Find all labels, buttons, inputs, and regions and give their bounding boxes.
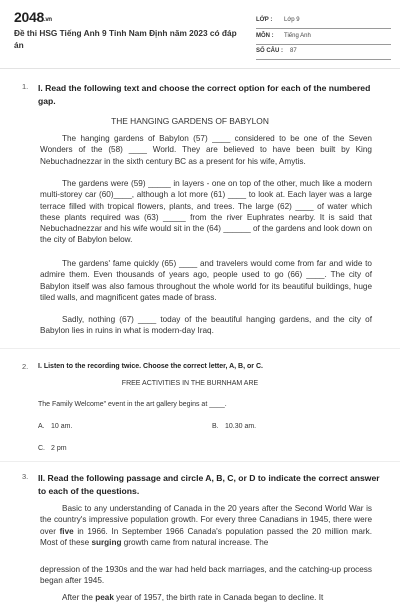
meta-count-value: 87 — [290, 48, 297, 54]
highlighted-word: peak — [95, 593, 114, 602]
document-title: Đề thi HSG Tiếng Anh 9 Tỉnh Nam Định năm 2023 có đáp án — [14, 28, 237, 50]
option-text: 2 pm — [51, 445, 67, 452]
question-instruction: II. Read the following passage and circle A, B, C, or D to indicate the correct answer to each of the questions. — [38, 473, 380, 496]
site-logo[interactable]: 2048.vn — [14, 9, 52, 25]
question-number: 1. — [22, 82, 29, 91]
passage-paragraph: depression of the 1930s and the war had held back marriages, and the catching-up process began after 1945. — [40, 565, 372, 586]
meta-class-value: Lớp 9 — [284, 17, 300, 23]
header-divider — [0, 68, 400, 69]
meta-class-row — [256, 14, 391, 29]
meta-subject-row — [256, 30, 391, 45]
passage-paragraph: Sadly, nothing (67) ____ today of the beautiful hanging gardens, and the city of Babylon lies in ruins in what is modern-day Iraq. — [40, 315, 372, 336]
question-instruction: I. Read the following text and choose the correct option for each of the numbered gap. — [38, 83, 371, 106]
passage-paragraph: The hanging gardens of Babylon (57) ____ considered to be one of the Seven Wonders of the (58) ____ World. They are believed to have been built by King Nebuchadnezzar in the sixth century BC as a present for his wife, Amytis. — [40, 134, 372, 166]
highlighted-word: five — [59, 526, 74, 536]
passage-paragraph: The gardens' fame quickly (65) ____ and travelers would come from far and wide to admire them. Even thousands of years ago, people used to go (66) ____. The city of Babylon itself was also famous throughout the whole world for its beautiful buildings, huge tiled walls, and magnificent gates made of brass. — [40, 259, 372, 302]
option-b[interactable] — [212, 423, 256, 430]
option-a[interactable] — [38, 423, 72, 430]
meta-subject-value: Tiếng Anh — [284, 33, 311, 39]
meta-class-label: LỚP : — [256, 17, 273, 23]
highlighted-word: surging — [91, 537, 122, 547]
option-letter: B. — [212, 423, 219, 430]
passage-paragraph: The gardens were (59) _____ in layers - one on top of the other, much like a modern multi-storey car (60)____, although a lot more (61) ____ to look at. Each layer was a large terrace filled with tropical flowers, plants, and trees. The large (62) ____ of water which these plants required was (63) _____ from the river Euphrates nearby. It is said that Nebuchadnezzar and his wife would sit in the (64) ______ of the gardens and look down on the city of Babylon below. — [40, 179, 372, 245]
meta-count-label: SỐ CÂU : — [256, 48, 283, 54]
option-letter: A. — [38, 423, 45, 430]
option-letter: C. — [38, 445, 45, 452]
question-divider — [0, 348, 400, 349]
passage-title: THE HANGING GARDENS OF BABYLON — [111, 116, 269, 126]
question-number: 2. — [22, 362, 29, 371]
option-text: 10.30 am. — [225, 423, 257, 430]
meta-count-row — [256, 45, 391, 60]
question-number: 3. — [22, 472, 29, 481]
option-text: 10 am. — [51, 423, 73, 430]
document-header — [0, 0, 400, 66]
passage-paragraph: After the peak year of 1957, the birth rate in Canada began to decline. It — [62, 593, 324, 602]
question-stem: The Family Welcome" event in the art gallery begins at ____. — [38, 401, 227, 408]
listening-title: FREE ACTIVITIES IN THE BURNHAM ARE — [121, 380, 259, 387]
option-c[interactable] — [38, 445, 67, 452]
passage-paragraph: Basic to any understanding of Canada in the 20 years after the Second World War is the country's impressive population growth. For every three Canadians in 1945, there were over five in 1966. In September 1966 Canada's population passed the 20 million mark. Most of these surging growth came from natural increase. The — [40, 504, 373, 547]
question-instruction: I. Listen to the recording twice. Choose the correct letter, A, B, or C. — [38, 363, 263, 370]
question-divider — [0, 461, 400, 462]
meta-subject-label: MÔN : — [256, 33, 274, 39]
